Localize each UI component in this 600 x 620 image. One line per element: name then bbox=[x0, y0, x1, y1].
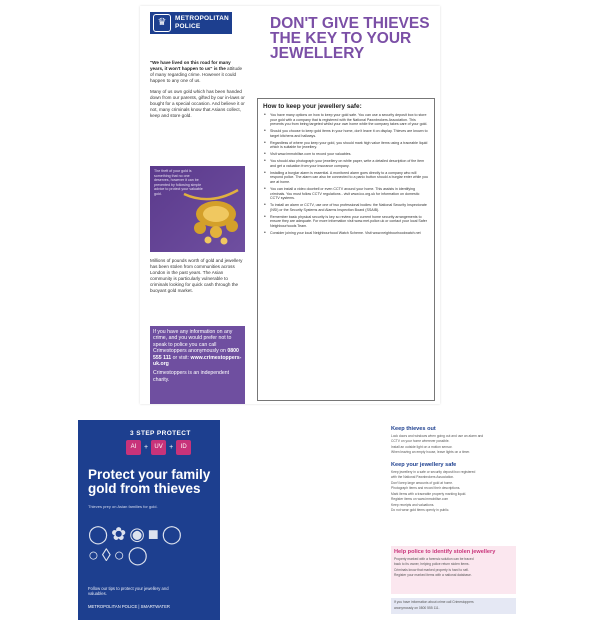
leaflet-headline: DON'T GIVE THIEVES THE KEY TO YOUR JEWELLERY bbox=[270, 15, 430, 62]
intro-column bbox=[150, 60, 245, 124]
list-item: Mark items with a traceable property marking liquid. bbox=[391, 491, 467, 496]
image-caption: The theft of your gold is something that no one deserves, however it can be prevented by following simple advice to protect your valuable gold. bbox=[154, 169, 203, 196]
howto-list bbox=[263, 113, 429, 236]
list-item: Criminals know that marked property is hard to sell. bbox=[394, 567, 469, 572]
intro-quote: "We have lived on this road for many years, it won't happen to us" is the bbox=[150, 60, 231, 71]
list-item: back to its owner, helping police return stolen items. bbox=[394, 562, 470, 567]
crimestoppers-box bbox=[150, 326, 245, 404]
crime-footer: Crimestoppers is an independent charity. bbox=[153, 370, 230, 383]
keep-jewellery-safe-section bbox=[391, 462, 516, 514]
section-heading: Keep your jewellery safe bbox=[391, 462, 457, 468]
list-item: Install an outside light on a motion sensor. bbox=[391, 444, 453, 449]
list-item: Lock doors and windows when going out and use an alarm and bbox=[391, 434, 484, 438]
list-item: • Visit www.immobilise.com to record your valuables. bbox=[270, 152, 429, 157]
list-item: If you have information about crime call Crimestoppers bbox=[394, 600, 474, 604]
list-item: with the National Pawnbrokers Association. bbox=[391, 475, 455, 480]
intro-para-2: Many of us own gold which has been handed down from our parents, gifted by our in-laws or bought for a special occasion. And believe it or not, many criminals know that Asians collect, keep and store gold. bbox=[150, 89, 245, 118]
howto-title: How to keep your jewellery safe: bbox=[263, 103, 362, 110]
section-heading: Keep thieves out bbox=[391, 426, 436, 432]
list-item: Do not wear gold items openly in public. bbox=[391, 508, 450, 513]
list-item: When leaving an empty house, leave lights on a timer. bbox=[391, 450, 470, 455]
poster-subtitle: Thieves prey on Asian families for gold. bbox=[88, 504, 158, 509]
crime-text: If you have any information on any crime, and you would prefer not to speak to police you can call Crimestoppers anonymously on bbox=[153, 329, 233, 355]
intro-para-3: Millions of pounds worth of gold and jewellery has been stolen from communities across London in the past years. The Asian community is particularly vulnerable to criminals looking for quick cash through the buoyant gold market. bbox=[150, 258, 243, 293]
step-icons bbox=[126, 440, 191, 455]
step-title: 3 STEP PROTECT bbox=[130, 430, 191, 437]
list-item: • Remember basic physical security is key so review your current home security arrangements to ensure they are adequate. For more information visit www.met.police.uk or contact your local Safer Neighbourhoods Team. bbox=[270, 215, 429, 229]
list-item: Photograph items and record their descriptions. bbox=[391, 486, 461, 491]
plus-icon: + bbox=[169, 444, 174, 451]
list-item: • You can install a video doorbell or even CCTV around your home. This assists in identifying criminals. You must follow CCTV regulations - visit www.ico.org.uk for information on domestic CCTV systems. bbox=[270, 187, 429, 201]
list-item: • You should also photograph your jewellery on white paper, write a detailed description of the item and get a valuation from your insurance company. bbox=[270, 159, 429, 168]
crime-number: 0800 555 111 bbox=[153, 348, 239, 361]
crime-or: or visit: bbox=[172, 354, 190, 361]
crimestoppers-note bbox=[391, 598, 516, 614]
list-item: Don't keep large amounts of gold at home. bbox=[391, 480, 454, 485]
list-item: Property marked with a forensic solution can be traced bbox=[394, 557, 474, 561]
list-item: Register your marked items with a national database. bbox=[394, 573, 472, 578]
protect-gold-poster bbox=[78, 420, 220, 620]
list-item: • Consider joining your local Neighbourhood Watch Scheme. Visit www.neighbourhoodwatch.net bbox=[270, 231, 429, 236]
identify-stolen-jewellery-box bbox=[391, 546, 516, 594]
met-police-logo bbox=[150, 12, 232, 34]
list-item: • To install an alarm or CCTV, use one of two professional bodies: the National Security Inspectorate (NSI) or the Security Systems and Alarms Inspection Board (SSAIB). bbox=[270, 203, 429, 212]
list-item: • Regardless of where you keep your gold, you should mark high value items using a traceable liquid which is suitable for jewellery. bbox=[270, 141, 429, 150]
leaflet-page bbox=[140, 6, 440, 404]
gold-jewellery-image bbox=[150, 166, 245, 252]
list-item: Register items on www.immobilise.com bbox=[391, 497, 449, 502]
poster-logos: METROPOLITAN POLICE | SMARTWATER bbox=[88, 604, 170, 609]
intro-rest: attitude of many regarding crime. However it could happen to any one of us. bbox=[150, 66, 243, 83]
list-item: • You have many options on how to keep your gold safe. You can use a security deposit box to store your gold with a company that is registered with the National Pawnbrokers Association. This prevents you from being targeted whilst your own home while the company takes care of your gold. bbox=[270, 113, 429, 127]
crest-icon: ♛ bbox=[153, 14, 171, 32]
list-item: anonymously on 0800 555 111. bbox=[394, 606, 440, 611]
section-heading: Help police to identify stolen jewellery bbox=[394, 549, 496, 555]
howto-box bbox=[257, 98, 435, 401]
step-icon-1: AI bbox=[126, 440, 141, 455]
logo-line-2: POLICE bbox=[175, 23, 201, 30]
advice-sheet bbox=[385, 420, 525, 615]
step-icon-2: UV bbox=[151, 440, 166, 455]
jewellery-icons: ◯✿◉■◯ ○◊○◯ bbox=[88, 524, 185, 565]
list-item: • Installing a burglar alarm is essential. A monitored alarm goes directly to a company who will respond police. The alarm can also be connected to a panic button should a burglar enter while you are at home. bbox=[270, 171, 429, 185]
keep-thieves-out-section bbox=[391, 426, 516, 456]
poster-headline: Protect your family gold from thieves bbox=[88, 467, 211, 496]
plus-icon: + bbox=[144, 444, 149, 451]
list-item: Keep receipts and valuations. bbox=[391, 502, 435, 507]
list-item: • Should you choose to keep gold items in your home, don't leave it on display. Thieves are known to target kitchens and hallways. bbox=[270, 129, 429, 138]
poster-footer: Follow our tips to protect your jewellery and valuables. bbox=[88, 586, 169, 597]
step-icon-3: ID bbox=[176, 440, 191, 455]
list-item: CCTV on your home wherever possible. bbox=[391, 439, 450, 444]
logo-line-1: METROPOLITAN bbox=[175, 15, 229, 22]
crime-url[interactable]: www.crimestoppers-uk.org bbox=[153, 354, 242, 368]
gold-necklace-icon bbox=[150, 166, 245, 252]
list-item: Keep jewellery in a safe or security deposit box registered bbox=[391, 470, 476, 474]
